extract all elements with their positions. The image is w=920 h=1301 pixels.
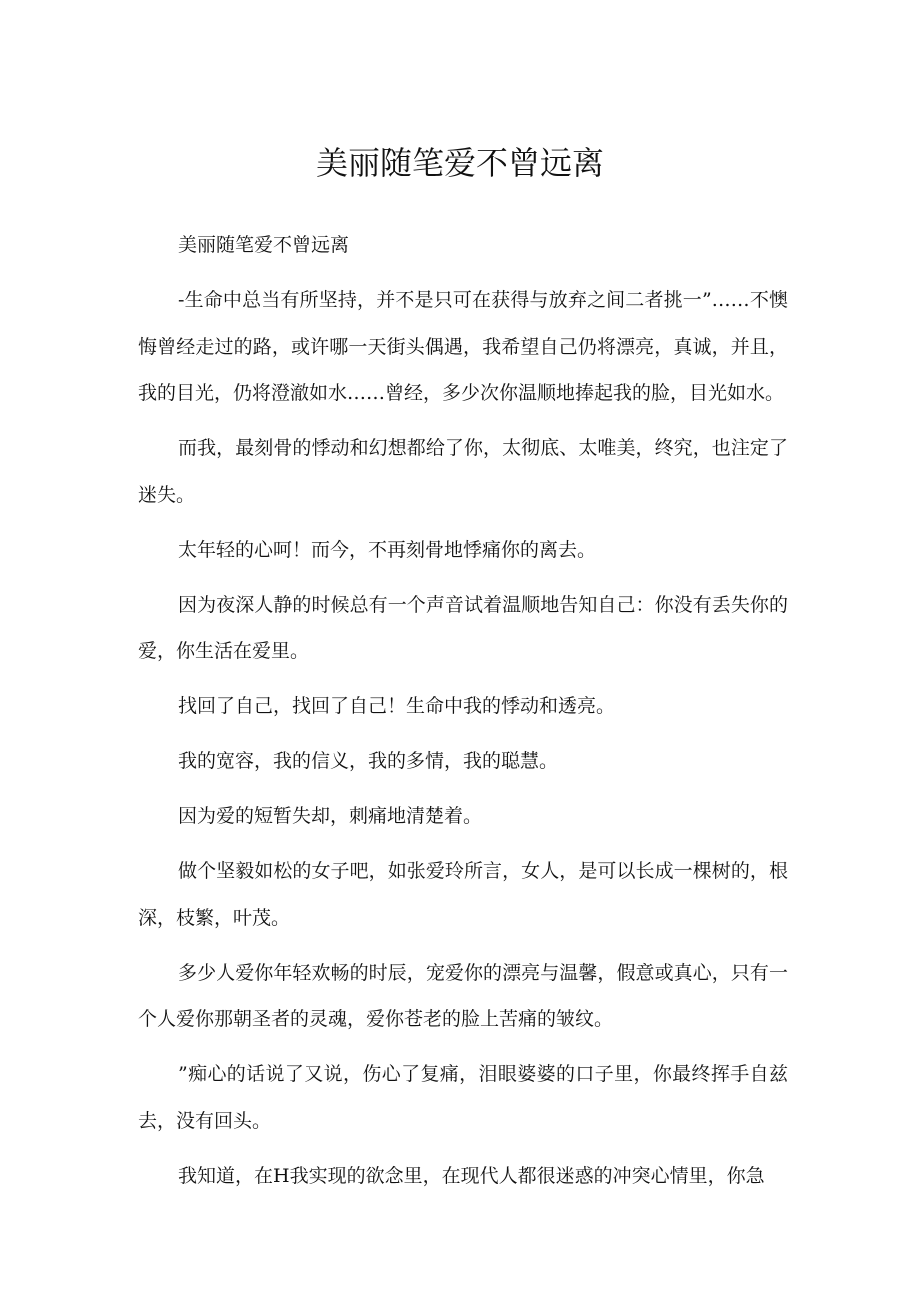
paragraph: -生命中总当有所坚持，并不是只可在获得与放弃之间二者挑一”……不懊悔曾经走过的路，或许哪一天街头偶遇，我希望自己仍将漂亮，真诚，并且，我的目光，仍将澄澈如水……曾经，多少次你温顺地捧起我的脸，目光如水。 [138, 289, 788, 404]
paragraph: ”痴心的话说了又说，伤心了复痛，泪眼婆婆的口子里，你最终挥手自兹去，没有回头。 [138, 1063, 788, 1132]
paragraph: 找回了自己，找回了自己！生命中我的悸动和透亮。 [178, 695, 616, 717]
paragraph: 而我，最刻骨的悸动和幻想都给了你，太彻底、太唯美，终究，也注定了迷失。 [138, 437, 788, 506]
document-body [138, 222, 788, 1208]
paragraph: 因为夜深人静的时候总有一个声音试着温顺地告知自己：你没有丢失你的爱，你生活在爱里。 [138, 593, 788, 662]
paragraph: 我知道，在H我实现的欲念里，在现代人都很迷惑的冲突心情里，你急 [178, 1164, 765, 1187]
paragraph: 太年轻的心呵！而今，不再刻骨地悸痛你的离去。 [178, 538, 597, 561]
paragraph: 多少人爱你年轻欢畅的时辰，宠爱你的漂亮与温馨，假意或真心，只有一个人爱你那朝圣者的灵魂，爱你苍老的脸上苦痛的皱纹。 [138, 961, 788, 1030]
paragraph: 因为爱的短暂失却，刺痛地清楚着。 [178, 805, 483, 827]
paragraph: 我的宽容，我的信义，我的多情，我的聪慧。 [178, 750, 559, 772]
paragraph: 做个坚毅如松的女子吧，如张爱玲所言，女人，是可以长成一棵树的，根深，枝繁，叶茂。 [138, 860, 788, 929]
paragraph: 美丽随笔爱不曾远离 [178, 234, 350, 256]
document-title: 美丽随笔爱不曾远离 [315, 144, 604, 182]
